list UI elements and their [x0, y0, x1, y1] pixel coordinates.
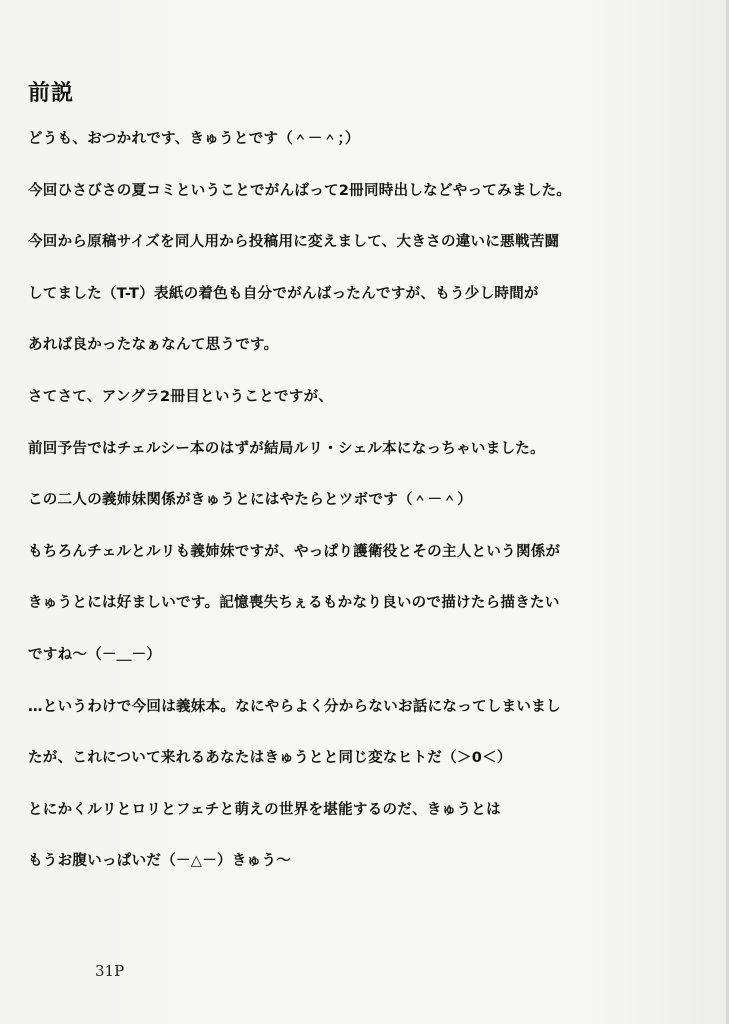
text-line: もうお腹いっぱいだ（－△－）きゅう～ — [28, 853, 292, 870]
text-line: ですね～（－＿－） — [28, 646, 162, 663]
text-line: してました（T-T）表紙の着色も自分でがんばったんですが、もう少し時間が — [28, 285, 539, 302]
text-line: この二人の義姉妹関係がきゅうとにはやたらとツボです（＾－＾） — [28, 492, 472, 509]
text-line: 今回から原稿サイズを同人用から投稿用に変えまして、大きさの違いに悪戦苦闘 — [28, 234, 560, 251]
page-title: 前説 — [28, 81, 75, 106]
text-line: たが、これについて来れるあなたはきゅうとと同じ変なヒトだ（＞0＜） — [28, 750, 512, 767]
text-line: …というわけで今回は義妹本。なにやらよく分からないお話になってしまいまし — [28, 698, 561, 715]
text-line: もちろんチェルとルリも義姉妹ですが、やっぱり護衛役とその主人という関係が — [28, 543, 561, 560]
text-line: あれば良かったなぁなんて思うです。 — [28, 337, 279, 354]
text-line: 今回ひさびさの夏コミということでがんばって2冊同時出しなどやってみました。 — [28, 182, 572, 199]
page-number: 31P — [95, 962, 125, 980]
text-line: 前回予告ではチェルシー本のはずが結局ルリ・シェル本になっちゃいました。 — [28, 440, 545, 457]
text-line: どうも、おつかれです、きゅうとです（＾－＾；） — [28, 131, 360, 147]
text-line: とにかくルリとロリとフェチと萌えの世界を堪能するのだ、きゅうとは — [28, 801, 501, 818]
text-line: きゅうとには好ましいです。記憶喪失ちぇるもかなり良いので描けたら描きたい — [28, 595, 560, 612]
body-text — [28, 125, 708, 899]
text-line: さてさて、アングラ2冊目ということですが、 — [28, 388, 334, 405]
